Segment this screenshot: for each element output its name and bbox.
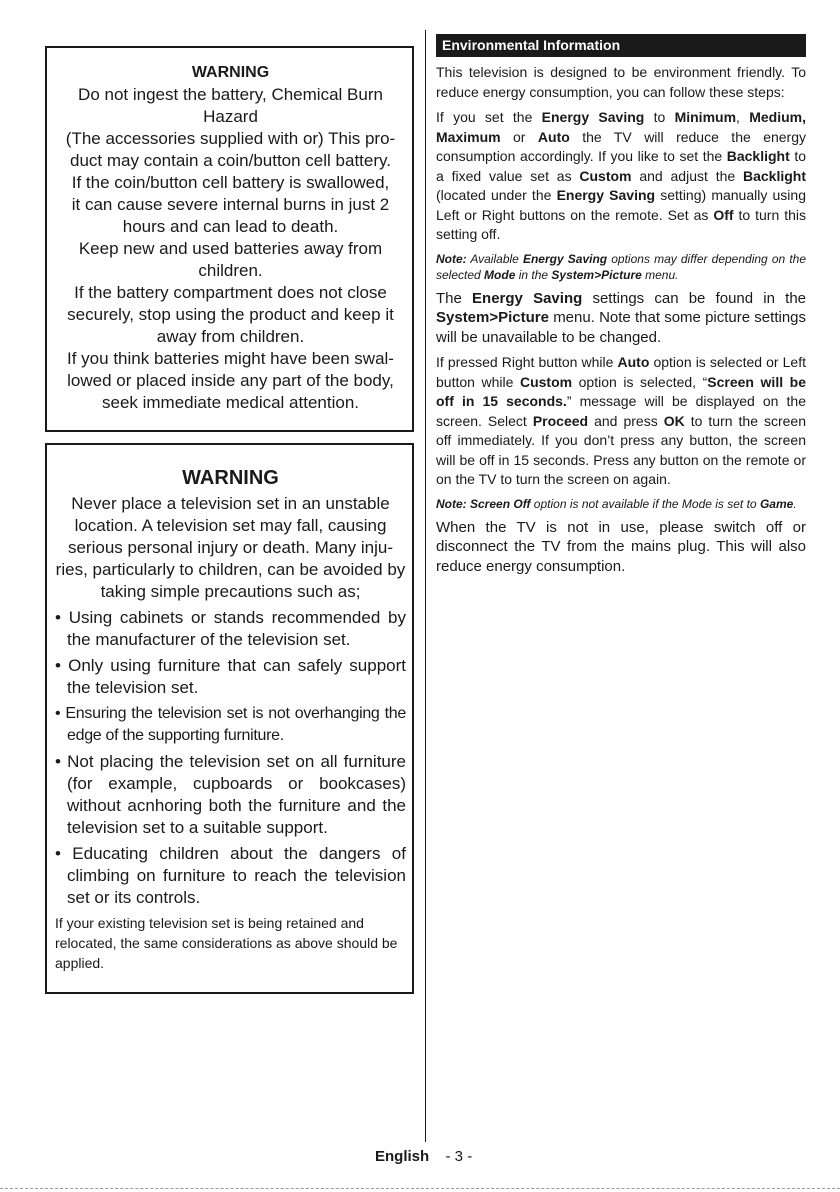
energy-saving-paragraph: If you set the Energy Saving to Minimum, Medium, Maximum or Auto the TV will reduce the energy consumption accordingly. If you like to set the Backlight to a fixed value set as Custom and adjust the Backlight (located under the Energy Saving setting) manually using Left or Right buttons on the remote. Set as Off to turn this setting off. bbox=[436, 109, 807, 242]
switch-off-paragraph: When the TV is not in use, please switch off or disconnect the TV from the mains plug. This will also reduce energy consumption. bbox=[436, 518, 806, 575]
footer-language: English bbox=[375, 1148, 430, 1165]
env-intro-paragraph: This television is designed to be environment friendly. To reduce energy consumption, you can follow these steps: bbox=[436, 64, 806, 100]
battery-warning-line: (The accessories supplied with or) This pro- bbox=[65, 129, 396, 148]
battery-warning-line: lowed or placed inside any part of the body, bbox=[67, 371, 394, 390]
battery-warning-line: Keep new and used batteries away from bbox=[78, 239, 383, 258]
precaution-item: • Not placing the television set on all furniture (for example, cupboards or bookcases) without acnhoring both the furniture and the television set to a suitable support. bbox=[55, 752, 406, 837]
page-bottom-rule bbox=[0, 1188, 840, 1190]
page-number: - 3 - bbox=[445, 1148, 473, 1165]
battery-warning-line: away from children. bbox=[156, 327, 305, 346]
battery-warning-line: securely, stop using the product and keep it bbox=[67, 305, 394, 324]
battery-warning-line: If you think batteries might have been swal- bbox=[67, 349, 394, 368]
precaution-item: • Only using furniture that can safely support the television set. bbox=[55, 656, 406, 697]
battery-warning-line: If the coin/button cell battery is swallowed, bbox=[71, 173, 390, 192]
energy-saving-note: Note: Available Energy Saving options may differ depending on the selected Mode in the System>Picture menu. bbox=[436, 251, 806, 282]
battery-warning-line: it can cause severe internal burns in just 2 bbox=[71, 195, 390, 214]
screen-off-note: Note: Screen Off option is not available if the Mode is set to Game. bbox=[436, 496, 797, 511]
picture-menu-paragraph: The Energy Saving settings can be found in the System>Picture menu. Note that some picture settings will be unavailable to be changed. bbox=[436, 289, 807, 346]
precaution-item: • Using cabinets or stands recommended by the manufacturer of the television set. bbox=[55, 608, 406, 649]
environmental-header: Environmental Information bbox=[436, 34, 806, 57]
battery-warning-line: If the battery compartment does not close bbox=[74, 283, 387, 302]
precaution-item: • Educating children about the dangers of climbing on furniture to reach the television set or its controls. bbox=[55, 844, 406, 907]
battery-warning-line: Hazard bbox=[203, 107, 258, 126]
precaution-item: • Ensuring the television set is not overhanging the edge of the supporting furniture. bbox=[55, 705, 406, 744]
battery-warning-box bbox=[45, 46, 414, 432]
tip-over-warning-box bbox=[45, 443, 414, 994]
battery-warning-line: Do not ingest the battery, Chemical Burn bbox=[78, 85, 383, 104]
environmental-section bbox=[436, 34, 806, 582]
battery-warning-line: children. bbox=[198, 261, 263, 280]
battery-warning-line: duct may contain a coin/button cell battery. bbox=[70, 151, 391, 170]
tip-over-warning-intro: Never place a television set in an unstable location. A television set may fall, causing serious personal injury or death. Many inju-ries, particularly to children, can be avoided by taking simple precautions such as; bbox=[55, 494, 406, 601]
column-divider bbox=[425, 30, 426, 1142]
battery-warning-title: WARNING bbox=[191, 64, 270, 81]
tip-over-warning-title: WARNING bbox=[182, 467, 279, 489]
page-footer bbox=[375, 1148, 472, 1165]
precautions-list bbox=[55, 607, 406, 909]
battery-warning-line: seek immediate medical attention. bbox=[101, 393, 360, 412]
relocation-footnote: If your existing television set is being retained and relocated, the same considerations as above should be applied. bbox=[55, 915, 398, 971]
screen-off-paragraph: If pressed Right button while Auto option is selected or Left button while Custom option is selected, “Screen will be off in 15 seconds.” message will be displayed on the screen. Select Proceed and press OK to turn the screen off immediately. If you don’t press any button, the screen will be off in 15 seconds. Press any button on the remote or on the TV to turn the screen on again. bbox=[436, 354, 807, 487]
battery-warning-line: hours and can lead to death. bbox=[122, 217, 339, 236]
